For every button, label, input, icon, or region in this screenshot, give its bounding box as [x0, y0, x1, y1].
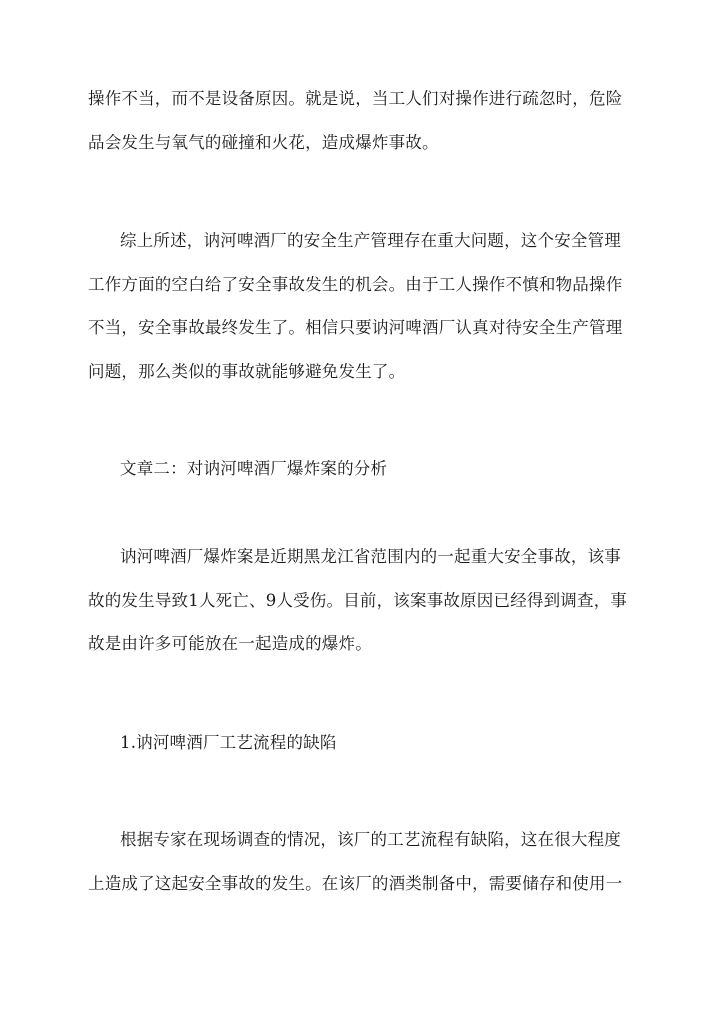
paragraph-2-line-4: 问题，那么类似的事故就能够避免发生了。	[88, 362, 406, 381]
paragraph-3-line-2: 故的发生导致1人死亡、9人受伤。目前，该案事故原因已经得到调查，事	[88, 591, 628, 610]
article-heading: 文章二：对讷河啤酒厂爆炸案的分析	[120, 459, 388, 478]
paragraph-3-line-3: 故是由许多可能放在一起造成的爆炸。	[88, 634, 372, 653]
paragraph-4-line-2: 上造成了这起安全事故的发生。在该厂的酒类制备中，需要储存和使用一	[88, 874, 623, 893]
paragraph-2-line-3: 不当，安全事故最终发生了。相信只要讷河啤酒厂认真对待安全生产管理	[88, 318, 623, 337]
paragraph-2-line-2: 工作方面的空白给了安全事故发生的机会。由于工人操作不慎和物品操作	[88, 275, 623, 294]
paragraph-2-line-1: 综上所述，讷河啤酒厂的安全生产管理存在重大问题，这个安全管理	[120, 231, 621, 250]
paragraph-4-line-1: 根据专家在现场调查的情况，该厂的工艺流程有缺陷，这在很大程度	[120, 830, 621, 849]
paragraph-1-line-1: 操作不当，而不是设备原因。就是说，当工人们对操作进行疏忽时，危险	[88, 89, 623, 108]
paragraph-3-line-1: 讷河啤酒厂爆炸案是近期黑龙江省范围内的一起重大安全事故，该事	[120, 547, 621, 566]
section-heading: 1.讷河啤酒厂工艺流程的缺陷	[120, 733, 337, 752]
paragraph-1-line-2: 品会发生与氧气的碰撞和火花，造成爆炸事故。	[88, 133, 439, 152]
